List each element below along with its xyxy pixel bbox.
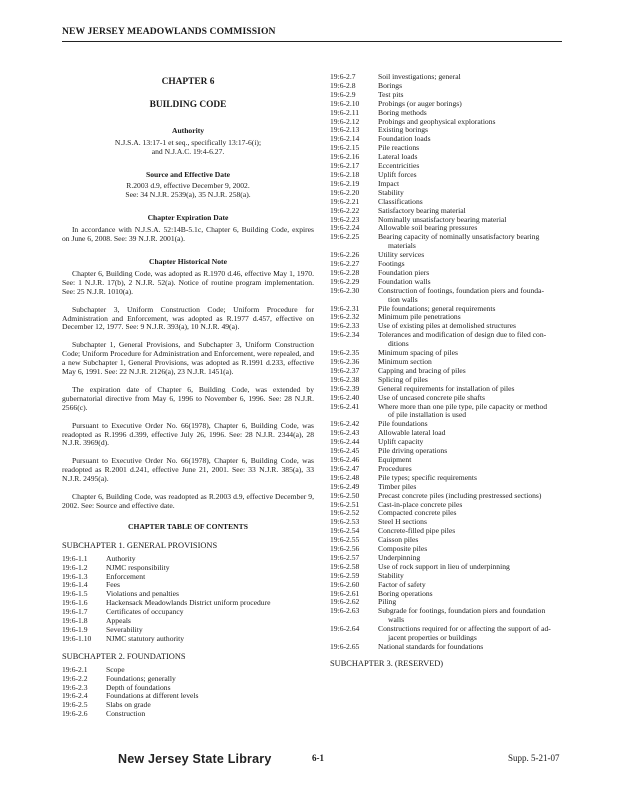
section-title: Procedures [378,463,412,473]
subchapter-3-heading: SUBCHAPTER 3. (RESERVED) [330,658,444,668]
toc-entry [330,590,574,599]
toc-entry [330,144,574,153]
section-number: 19:6-2.50 [330,490,360,500]
section-number: 19:6-2.65 [330,642,360,651]
section-number: 19:6-2.51 [330,499,360,509]
section-title: Eccentricities [378,161,420,171]
section-title: Caisson piles [378,535,419,545]
section-title: Compacted concrete piles [378,508,457,518]
expiration-text: In accordance with N.J.S.A. 52:14B-5.1c, Chapter 6, Building Code, expires on June 6, 2008. See: 39 N.J.R. 2001(a). [62,225,314,244]
section-number: 19:6-2.42 [330,419,360,429]
toc-entry [62,555,314,564]
toc-entry [330,82,574,91]
section-number: 19:6-2.57 [330,552,360,562]
source-section [62,171,314,201]
toc-entry [330,572,574,581]
chapter-number: CHAPTER 6 [161,77,215,87]
section-number: 19:6-2.11 [330,107,360,117]
history-paragraph: Subchapter 1, General Provisions, and Subchapter 3, Uniform Construction Code; Uniform Procedure for Administration and Enforcement, were repealed, and a new Subchapter 1, General Provisions, was adopted as R.1991 d.233, effective May 6, 1991. See: 22 N.J.R. 2126(a), 23 N.J.R. 1451(a). [62,340,314,377]
section-title: Minimum section [378,357,432,366]
section-number: 19:6-2.15 [330,143,360,153]
toc-entry [330,180,574,189]
section-title: Authority [106,553,136,563]
section-number: 19:6-2.4 [62,691,88,701]
section-number: 19:6-2.1 [62,664,88,674]
section-number: 19:6-2.10 [330,98,360,108]
toc-entry [330,447,574,456]
section-title: Composite piles [378,544,428,554]
authority-section [62,127,314,157]
toc-entry [330,287,574,296]
section-title: Construction [106,709,146,719]
section-number: 19:6-2.37 [330,365,360,375]
section-title: Minimum pile penetrations [378,312,461,322]
subchapter-2-continued-list [330,73,574,652]
toc-entry [62,581,314,590]
subchapter-1-list [62,555,314,644]
section-title: Classifications [378,196,423,206]
section-title: Foundation walls [378,276,431,286]
section-title: Foundation piers [378,267,430,277]
section-number: 19:6-1.8 [62,616,88,626]
section-number: 19:6-1.3 [62,571,88,581]
section-title: Tolerances and modification of design due to filed con- [378,330,547,340]
section-number: 19:6-2.54 [330,526,360,536]
section-number: 19:6-2.20 [330,187,360,197]
section-title: Uplift capacity [378,437,424,447]
toc-entry-continuation [330,242,574,251]
expiration-section [62,214,314,244]
section-title: Severability [106,624,143,634]
toc-entry [330,153,574,162]
section-title: Constructions required for or affecting the support of ad- [378,624,551,634]
section-number: 19:6-1.2 [62,562,88,572]
section-number: 19:6-2.48 [330,472,360,482]
source-line: R.2003 d.9, effective December 9, 2002. [126,181,250,191]
section-number: 19:6-2.3 [62,682,88,692]
section-number: 19:6-2.41 [330,401,360,411]
toc-entry [62,617,314,626]
section-title: Allowable lateral load [378,428,446,438]
section-number: 19:6-2.60 [330,579,360,589]
section-number: 19:6-2.24 [330,223,360,233]
section-number: 19:6-2.32 [330,312,360,322]
section-title: Factor of safety [378,579,426,589]
toc-entry [330,643,574,652]
toc-entry [330,474,574,483]
toc-entry [330,73,574,82]
section-title: Foundations at different levels [106,691,199,701]
toc-entry [62,710,314,719]
section-number: 19:6-2.9 [330,89,356,99]
authority-line: and N.J.A.C. 19:4-6.27. [151,146,225,156]
section-title: Pile reactions [378,143,420,153]
toc-entry [330,581,574,590]
section-number: 19:6-2.44 [330,437,360,447]
section-title: Equipment [378,454,412,464]
section-title: Soil investigations; general [378,72,461,81]
toc-entry [62,599,314,608]
expiration-heading: Chapter Expiration Date [147,213,229,223]
section-title: Scope [106,664,125,674]
supplement-date: Supp. 5-21-07 [508,753,560,763]
toc-entry [62,675,314,684]
section-title: Splicing of piles [378,374,428,384]
section-title: Stability [378,570,404,580]
section-title: Appeals [106,616,131,626]
toc-entry [330,251,574,260]
section-title: Concrete-filled pipe piles [378,526,456,536]
section-number: 19:6-2.13 [330,125,360,135]
section-number: 19:6-2.49 [330,481,360,491]
source-line: See: 34 N.J.R. 2539(a), 35 N.J.R. 258(a). [125,190,251,200]
section-number: 19:6-2.19 [330,178,360,188]
subchapter-1-heading: SUBCHAPTER 1. GENERAL PROVISIONS [62,540,218,550]
section-number: 19:6-1.6 [62,598,88,608]
history-paragraph: The expiration date of Chapter 6, Building Code, was extended by gubernatorial directive from May 6, 1996 to November 6, 1996. See: 28 N.J.R. 2566(c). [62,384,314,412]
section-title: Lateral loads [378,152,418,162]
toc-entry [330,135,574,144]
section-number: 19:6-2.53 [330,517,360,527]
toc-entry [330,118,574,127]
section-number: 19:6-2.31 [330,303,360,313]
history-section [62,258,314,511]
section-number: 19:6-2.25 [330,232,360,242]
history-heading: Chapter Historical Note [149,256,227,266]
section-title: Certificates of occupancy [106,607,184,617]
toc-entry [330,126,574,135]
section-number: 19:6-2.33 [330,321,360,331]
source-heading: Source and Effective Date [145,169,230,179]
section-title: National standards for foundations [378,642,484,651]
section-number: 19:6-2.29 [330,276,360,286]
section-number: 19:6-2.18 [330,169,360,179]
section-title: Allowable soil bearing pressures [378,223,478,233]
section-number: 19:6-2.59 [330,570,360,580]
section-title: Satisfactory bearing material [378,205,466,215]
running-header: NEW JERSEY MEADOWLANDS COMMISSION [62,26,276,37]
section-title: Nominally unsatisfactory bearing material [378,214,507,224]
section-number: 19:6-2.8 [330,80,356,90]
section-title: Hackensack Meadowlands District uniform procedure [106,598,271,608]
toc-entry [330,171,574,180]
section-number: 19:6-2.22 [330,205,360,215]
section-title: Borings [378,80,403,90]
authority-heading: Authority [171,125,205,135]
toc-entry [62,564,314,573]
toc-entry [330,189,574,198]
section-title: Timber piles [378,481,417,491]
section-number: 19:6-1.7 [62,607,88,617]
section-number: 19:6-2.7 [330,72,356,81]
section-title: Probings and geophysical explorations [378,116,496,126]
toc-entry [330,536,574,545]
header-rule [62,41,562,42]
toc-entry [62,626,314,635]
section-title: Slabs on grade [106,700,151,710]
section-title: Stability [378,187,404,197]
subchapter-2-list [62,666,314,719]
section-number: 19:6-1.1 [62,553,88,563]
toc-entry [330,162,574,171]
page-number: 6-1 [312,753,324,763]
section-title: Uplift forces [378,169,417,179]
section-number: 19:6-2.34 [330,330,360,340]
section-title: Subgrade for footings, foundation piers and foundation [378,606,546,616]
section-title: Use of existing piles at demolished structures [378,321,516,331]
section-title: NJMC statutory authority [106,633,185,643]
toc-entry [330,233,574,242]
section-title-continuation: jacent properties or buildings [388,633,477,643]
section-title: Fees [106,580,120,590]
section-title: Violations and penalties [106,589,179,599]
section-number: 19:6-1.10 [62,633,92,643]
section-title: Impact [378,178,400,188]
section-title: Pile foundations [378,419,428,429]
section-title: Foundation loads [378,134,431,144]
section-title: Foundations; generally [106,673,176,683]
section-number: 19:6-2.55 [330,535,360,545]
section-number: 19:6-2.58 [330,561,360,571]
toc-entry [330,509,574,518]
section-number: 19:6-2.40 [330,392,360,402]
section-title-continuation: of pile installation is used [388,410,467,420]
section-number: 19:6-2.39 [330,383,360,393]
section-title-continuation: tion walls [388,294,418,304]
toc-entry [330,607,574,616]
toc-entry [330,563,574,572]
section-number: 19:6-1.5 [62,589,88,599]
section-number: 19:6-2.21 [330,196,360,206]
section-number: 19:6-2.6 [62,709,88,719]
toc-entry [62,692,314,701]
section-number: 19:6-2.12 [330,116,360,126]
toc-entry [330,420,574,429]
history-paragraph: Pursuant to Executive Order No. 66(1978), Chapter 6, Building Code, was readopted as R.2001 d.241, effective June 21, 2001. See: 33 N.J.R. 385(a), 33 N.J.R. 2495(a). [62,456,314,484]
history-paragraph: Chapter 6, Building Code, was adopted as R.1970 d.46, effective May 1, 1970. See: 1 N.J.R. 17(b), 2 N.J.R. 52(a). Notice of routine program implementation. See: 25 N.J.R. 1010(a). [62,268,314,296]
toc-entry-continuation [330,411,574,420]
section-title: Construction of footings, foundation piers and founda- [378,285,544,295]
toc-entry [330,260,574,269]
toc-entry [330,269,574,278]
section-title: Where more than one pile type, pile capacity or method [378,401,548,411]
section-title: Pile types; specific requirements [378,472,477,482]
section-title: Pile foundations; general requirements [378,303,496,313]
toc-entry [330,100,574,109]
toc-entry [330,438,574,447]
left-column [62,72,314,719]
section-title: Probings (or auger borings) [378,98,462,108]
section-number: 19:6-2.61 [330,588,360,598]
section-title: Test pits [378,89,404,99]
section-number: 19:6-1.9 [62,624,88,634]
chapter-title: BUILDING CODE [149,99,227,110]
section-number: 19:6-2.28 [330,267,360,277]
right-column [330,73,574,669]
section-number: 19:6-2.36 [330,357,360,366]
section-title-continuation: materials [388,241,416,251]
section-number: 19:6-2.27 [330,259,360,269]
section-title: Bearing capacity of nominally unsatisfactory bearing [378,232,540,242]
section-title: General requirements for installation of piles [378,383,515,393]
section-title: Use of rock support in lieu of underpinning [378,561,510,571]
section-number: 19:6-2.30 [330,285,360,295]
authority-line: N.J.S.A. 13:17-1 et seq., specifically 13:17-6(i); [114,137,262,147]
section-title: Boring methods [378,107,427,117]
section-title-continuation: ditions [388,339,409,349]
section-number: 19:6-2.62 [330,597,360,607]
section-title: Cast-in-place concrete piles [378,499,463,509]
section-number: 19:6-2.23 [330,214,360,224]
section-title: Minimum spacing of piles [378,348,458,358]
library-watermark: New Jersey State Library [118,752,272,766]
section-title: Capping and bracing of piles [378,365,466,375]
section-title: Use of uncased concrete pile shafts [378,392,485,402]
section-number: 19:6-2.56 [330,544,360,554]
toc-entry [62,608,314,617]
section-title: Pile driving operations [378,446,448,456]
section-number: 19:6-2.52 [330,508,360,518]
section-number: 19:6-2.43 [330,428,360,438]
section-title: Boring operations [378,588,433,598]
section-title: Footings [378,259,405,269]
section-title: NJMC responsibility [106,562,170,572]
section-number: 19:6-2.47 [330,463,360,473]
toc-entry [62,666,314,675]
section-number: 19:6-2.5 [62,700,88,710]
section-number: 19:6-2.16 [330,152,360,162]
section-title: Existing borings [378,125,428,135]
section-title: Precast concrete piles (including prestressed sections) [378,490,542,500]
toc-entry [330,456,574,465]
history-paragraph: Subchapter 3, Uniform Construction Code; Uniform Procedure for Administration and Enforcement, was adopted as R.1977 d.457, effective on December 12, 1977. See: 9 N.J.R. 393(a), 10 N.J.R. 49(a). [62,304,314,332]
toc-entry [62,635,314,644]
toc-entry [330,527,574,536]
toc-entry [330,367,574,376]
section-number: 19:6-2.35 [330,348,360,358]
section-number: 19:6-2.64 [330,624,360,634]
section-number: 19:6-1.4 [62,580,88,590]
section-number: 19:6-2.38 [330,374,360,384]
history-paragraph: Pursuant to Executive Order No. 66(1978), Chapter 6, Building Code, was readopted as R.1996 d.399, effective July 26, 1996. See: 28 N.J.R. 2344(a), 28 N.J.R. 3969(d). [62,420,314,448]
section-number: 19:6-2.26 [330,250,360,260]
toc-heading: CHAPTER TABLE OF CONTENTS [128,521,248,531]
section-title: Enforcement [106,571,146,581]
section-title: Underpinning [378,552,421,562]
toc-entry [330,349,574,358]
toc-entry [330,331,574,340]
history-paragraph: Chapter 6, Building Code, was readopted as R.2003 d.9, effective December 9, 2002. See: Source and effective date. [62,492,314,510]
section-title: Piling [378,597,397,607]
toc-entry [62,701,314,710]
section-title: Depth of foundations [106,682,171,692]
section-number: 19:6-2.2 [62,673,88,683]
section-number: 19:6-2.14 [330,134,360,144]
section-number: 19:6-2.17 [330,161,360,171]
toc-entry [330,545,574,554]
section-title: Steel H sections [378,517,427,527]
toc-entry [62,573,314,582]
section-number: 19:6-2.63 [330,606,360,616]
section-title: Utility services [378,250,425,260]
subchapter-2-heading: SUBCHAPTER 2. FOUNDATIONS [62,651,186,661]
section-number: 19:6-2.46 [330,454,360,464]
toc-entry [330,429,574,438]
section-number: 19:6-2.45 [330,446,360,456]
section-title-continuation: walls [388,615,405,625]
